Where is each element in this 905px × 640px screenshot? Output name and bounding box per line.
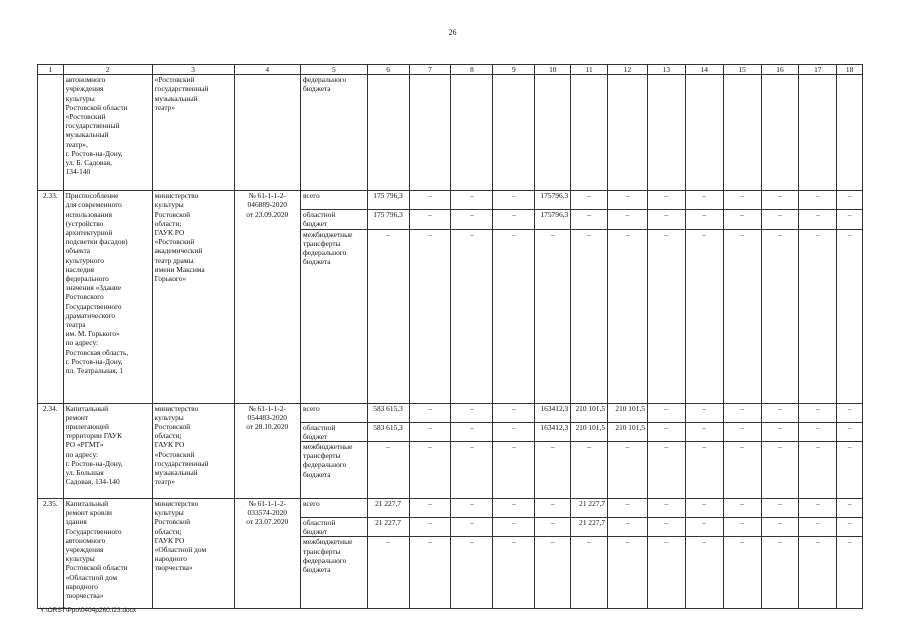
- cell-value: –: [608, 442, 648, 499]
- column-number: 3: [152, 65, 234, 75]
- cell-value: –: [647, 403, 685, 422]
- cell-source: федерального бюджета: [301, 75, 368, 191]
- cell-value: [837, 75, 863, 191]
- cell-value: –: [799, 422, 837, 441]
- column-number: 14: [685, 65, 723, 75]
- cell-value: –: [799, 403, 837, 422]
- cell-value: [723, 75, 761, 191]
- cell-source: межбюджетные трансферты федерального бюджета: [301, 537, 368, 609]
- cell-value: –: [493, 229, 535, 403]
- column-number: 13: [647, 65, 685, 75]
- cell-value: –: [723, 537, 761, 609]
- cell-value: –: [571, 229, 608, 403]
- column-number: 15: [723, 65, 761, 75]
- cell-value: –: [608, 537, 648, 609]
- cell-value: –: [685, 499, 723, 518]
- cell-value: –: [723, 191, 761, 210]
- column-number: 16: [761, 65, 799, 75]
- cell-value: [647, 75, 685, 191]
- cell-value: –: [837, 229, 863, 403]
- table-row: [38, 499, 863, 518]
- cell-value: –: [535, 499, 571, 518]
- column-number: 12: [608, 65, 648, 75]
- cell-value: –: [647, 518, 685, 537]
- cell-value: –: [723, 403, 761, 422]
- cell-value: –: [761, 442, 799, 499]
- cell-value: –: [367, 537, 409, 609]
- cell-value: –: [647, 191, 685, 210]
- table-row: [38, 403, 863, 422]
- cell-value: –: [723, 229, 761, 403]
- cell-value: 21 227,7: [571, 499, 608, 518]
- cell-value: –: [837, 210, 863, 229]
- cell-source: областной бюджет: [301, 518, 368, 537]
- cell-value: –: [409, 537, 451, 609]
- cell-value: 210 101,5: [571, 403, 608, 422]
- cell-value: –: [685, 403, 723, 422]
- cell-value: –: [571, 210, 608, 229]
- cell-doc: [234, 75, 301, 191]
- cell-value: –: [451, 191, 493, 210]
- cell-value: –: [451, 229, 493, 403]
- cell-value: –: [799, 499, 837, 518]
- cell-value: –: [799, 442, 837, 499]
- column-number: 8: [451, 65, 493, 75]
- cell-value: –: [608, 191, 648, 210]
- cell-value: –: [647, 210, 685, 229]
- column-number: 11: [571, 65, 608, 75]
- column-number: 7: [409, 65, 451, 75]
- cell-value: [451, 75, 493, 191]
- cell-value: 210 101,5: [571, 422, 608, 441]
- cell-value: –: [493, 422, 535, 441]
- cell-value: –: [571, 537, 608, 609]
- cell-value: –: [647, 422, 685, 441]
- cell-value: –: [451, 403, 493, 422]
- cell-value: –: [409, 210, 451, 229]
- cell-executor: «Ростовский государственный музыкальный театр»: [152, 75, 234, 191]
- cell-doc: № 61-1-1-2- 054483-2020 от 28.10.2020: [234, 403, 301, 498]
- cell-num: 2.33.: [38, 191, 64, 403]
- cell-value: –: [493, 518, 535, 537]
- cell-value: –: [799, 210, 837, 229]
- cell-value: –: [493, 537, 535, 609]
- cell-executor: министерство культуры Ростовской области; ГАУК РО «Областной дом народного творчества»: [152, 499, 234, 609]
- cell-value: –: [571, 442, 608, 499]
- cell-value: 583 615,3: [367, 403, 409, 422]
- continued-row: [38, 75, 863, 191]
- cell-value: –: [761, 229, 799, 403]
- cell-value: –: [608, 210, 648, 229]
- cell-name: автономного учреждения культуры Ростовской области «Ростовский государственный музыкальный театр», г. Ростов-на-Дону, ул. Б. Садовая, 134-140: [63, 75, 152, 191]
- cell-value: –: [367, 229, 409, 403]
- cell-value: –: [608, 518, 648, 537]
- cell-name: Капитальный ремонт кровли здания Государственного автономного учреждения культуры Ростовской области «Областной дом народного творчества»: [63, 499, 152, 609]
- cell-value: –: [451, 518, 493, 537]
- cell-value: –: [837, 537, 863, 609]
- cell-value: –: [608, 229, 648, 403]
- cell-value: 163412,3: [535, 403, 571, 422]
- cell-value: –: [535, 442, 571, 499]
- cell-num: 2.34.: [38, 403, 64, 498]
- cell-num: 2.35.: [38, 499, 64, 609]
- cell-value: 21 227,7: [367, 499, 409, 518]
- column-number: 2: [63, 65, 152, 75]
- cell-value: –: [535, 518, 571, 537]
- cell-value: –: [723, 210, 761, 229]
- cell-value: –: [685, 442, 723, 499]
- cell-value: 21 227,7: [571, 518, 608, 537]
- cell-value: –: [761, 499, 799, 518]
- column-number: 10: [535, 65, 571, 75]
- cell-value: –: [493, 210, 535, 229]
- table-body: [38, 65, 863, 609]
- cell-value: –: [647, 442, 685, 499]
- cell-value: –: [608, 499, 648, 518]
- table-row: [38, 191, 863, 210]
- column-number: 5: [301, 65, 368, 75]
- cell-value: –: [409, 422, 451, 441]
- cell-value: –: [451, 499, 493, 518]
- cell-value: –: [837, 499, 863, 518]
- cell-value: –: [647, 499, 685, 518]
- cell-value: –: [761, 403, 799, 422]
- cell-value: –: [685, 518, 723, 537]
- cell-value: –: [723, 422, 761, 441]
- file-path: Y:\ORST\Ppo\0404p260.f23.docx: [40, 607, 137, 614]
- cell-value: –: [799, 537, 837, 609]
- budget-table: [37, 64, 863, 609]
- cell-value: –: [761, 537, 799, 609]
- cell-value: –: [799, 229, 837, 403]
- cell-num: [38, 75, 64, 191]
- cell-source: областной бюджет: [301, 210, 368, 229]
- cell-value: –: [837, 442, 863, 499]
- cell-value: –: [451, 422, 493, 441]
- column-number: 9: [493, 65, 535, 75]
- cell-source: всего: [301, 499, 368, 518]
- column-number: 18: [837, 65, 863, 75]
- cell-source: всего: [301, 403, 368, 422]
- cell-name: Приспособление для современного использования (устройство архитектурной подсветки фасадов) объекта культурного наследия федерального значения «Здание Ростовского Государственного драматического театра им. М. Горького» по адресу: Ростовская область, г. Ростов-на-Дону, пл. Театральная, 1: [63, 191, 152, 403]
- cell-value: –: [685, 422, 723, 441]
- cell-value: –: [367, 442, 409, 499]
- column-number: 4: [234, 65, 301, 75]
- cell-value: –: [799, 191, 837, 210]
- cell-value: –: [837, 403, 863, 422]
- cell-value: [409, 75, 451, 191]
- cell-value: –: [761, 191, 799, 210]
- column-number-row: [38, 65, 863, 75]
- cell-value: –: [761, 210, 799, 229]
- column-number: 1: [38, 65, 64, 75]
- cell-value: [571, 75, 608, 191]
- cell-source: межбюджетные трансферты федерального бюджета: [301, 442, 368, 499]
- cell-value: –: [493, 499, 535, 518]
- cell-value: [685, 75, 723, 191]
- cell-value: –: [535, 229, 571, 403]
- cell-value: –: [685, 191, 723, 210]
- cell-value: –: [685, 210, 723, 229]
- cell-value: –: [647, 537, 685, 609]
- cell-value: –: [761, 422, 799, 441]
- cell-value: –: [723, 442, 761, 499]
- cell-value: –: [493, 442, 535, 499]
- column-number: 17: [799, 65, 837, 75]
- cell-value: –: [799, 518, 837, 537]
- cell-value: [761, 75, 799, 191]
- cell-value: 175 796,3: [367, 191, 409, 210]
- cell-value: –: [451, 537, 493, 609]
- cell-value: [535, 75, 571, 191]
- page-number: 26: [448, 28, 457, 37]
- cell-value: –: [409, 499, 451, 518]
- cell-doc: № 61-1-1-2- 046889-2020 от 23.09.2020: [234, 191, 301, 403]
- cell-source: областной бюджет: [301, 422, 368, 441]
- cell-doc: № 61-1-1-2- 033574-2020 от 23.07.2020: [234, 499, 301, 609]
- cell-value: –: [837, 518, 863, 537]
- cell-value: –: [409, 403, 451, 422]
- cell-value: 583 615,3: [367, 422, 409, 441]
- cell-value: –: [837, 191, 863, 210]
- cell-value: –: [837, 422, 863, 441]
- cell-value: 210 101,5: [608, 403, 648, 422]
- cell-value: 163412,3: [535, 422, 571, 441]
- cell-source: межбюджетные трансферты федерального бюджета: [301, 229, 368, 403]
- cell-value: –: [409, 191, 451, 210]
- cell-value: –: [571, 191, 608, 210]
- cell-value: 175796,3: [535, 210, 571, 229]
- cell-value: [799, 75, 837, 191]
- cell-value: –: [723, 518, 761, 537]
- cell-value: [493, 75, 535, 191]
- cell-source: всего: [301, 191, 368, 210]
- cell-value: –: [451, 442, 493, 499]
- cell-value: –: [409, 518, 451, 537]
- cell-value: –: [723, 499, 761, 518]
- cell-value: [608, 75, 648, 191]
- cell-value: –: [493, 191, 535, 210]
- column-number: 6: [367, 65, 409, 75]
- cell-executor: министерство культуры Ростовской области; ГАУК РО «Ростовский академический театр драмы имени Максима Горького»: [152, 191, 234, 403]
- cell-value: –: [535, 537, 571, 609]
- cell-value: 21 227,7: [367, 518, 409, 537]
- cell-value: –: [409, 442, 451, 499]
- cell-value: 210 101,5: [608, 422, 648, 441]
- cell-value: 175796,3: [535, 191, 571, 210]
- cell-value: [367, 75, 409, 191]
- cell-value: –: [409, 229, 451, 403]
- cell-value: –: [647, 229, 685, 403]
- cell-value: –: [685, 229, 723, 403]
- cell-value: –: [685, 537, 723, 609]
- cell-value: –: [761, 518, 799, 537]
- cell-executor: министерство культуры Ростовской области; ГАУК РО «Ростовский государственный музыкальный театр»: [152, 403, 234, 498]
- cell-name: Капитальный ремонт прилегающей территории ГАУК РО «РГМТ» по адресу: г. Ростов-на-Дону, ул. Большая Садовая, 134-140: [63, 403, 152, 498]
- cell-value: –: [493, 403, 535, 422]
- cell-value: –: [451, 210, 493, 229]
- cell-value: 175 796,3: [367, 210, 409, 229]
